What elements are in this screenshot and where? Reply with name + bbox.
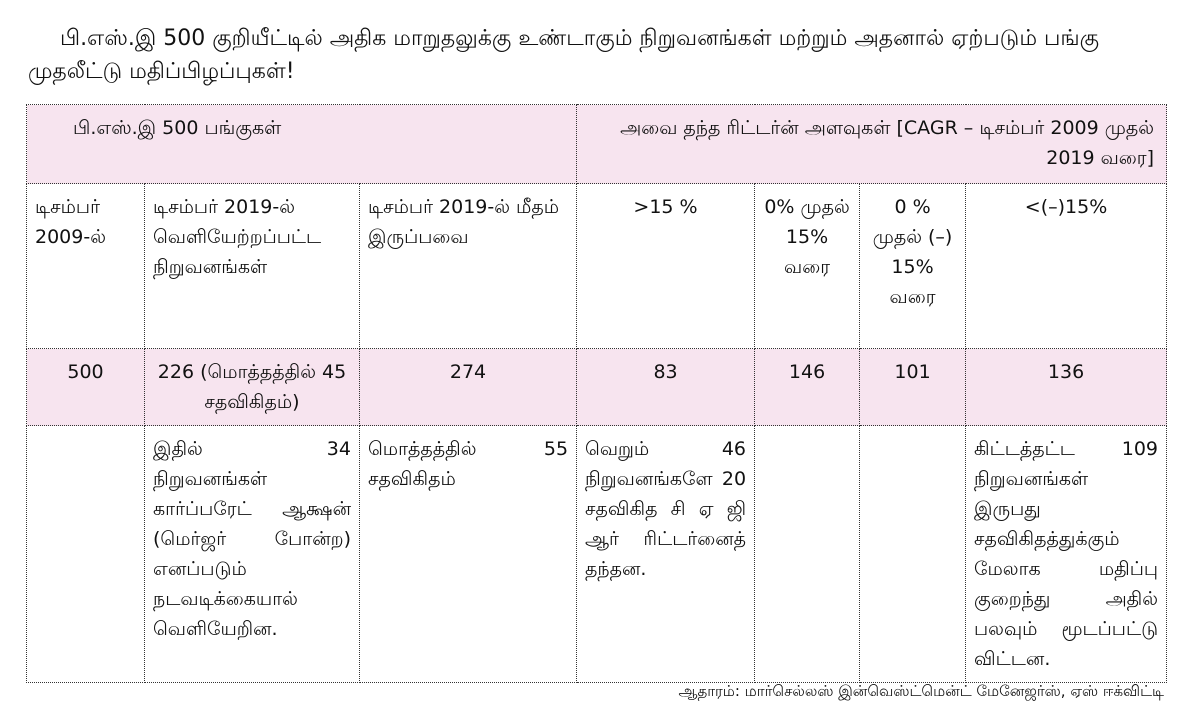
bse500-returns-table <box>26 104 1167 683</box>
col-0-to-15: 0% முதல் 15% வரை <box>755 184 860 349</box>
col-above-15: >15 % <box>577 184 755 349</box>
header-bse500-shares: பி.எஸ்.இ 500 பங்குகள் <box>27 105 577 184</box>
col-0-to-minus-15: 0 % முதல் (–) 15% வரை <box>860 184 966 349</box>
values-row <box>27 349 1167 426</box>
value-0-to-minus-15: 101 <box>860 349 966 426</box>
table-header-row <box>27 105 1167 184</box>
note-0-to-15 <box>755 426 860 683</box>
note-0-to-minus-15 <box>860 426 966 683</box>
source-note: ஆதாரம்: மார்செல்லஸ் இன்வெஸ்ட்மென்ட் மேனேஜர்ஸ், ஏஸ் ஈக்விட்டி <box>678 682 1164 700</box>
note-remaining: மொத்தத்தில் 55 சதவிகிதம் <box>360 426 577 683</box>
col-dec-2009: டிசம்பர் 2009-ல் <box>27 184 145 349</box>
value-remaining: 274 <box>360 349 577 426</box>
value-below-minus-15: 136 <box>966 349 1167 426</box>
note-above-15: வெறும் 46 நிறுவனங்களே 20 சதவிகித சி ஏ ஜி ஆர் ரிட்டர்னைத் தந்தன. <box>577 426 755 683</box>
value-above-15: 83 <box>577 349 755 426</box>
column-labels-row <box>27 184 1167 349</box>
value-exited: 226 (மொத்தத்தில் 45 சதவிகிதம்) <box>145 349 360 426</box>
col-below-minus-15: <(–)15% <box>966 184 1167 349</box>
page-title: பி.எஸ்.இ 500 குறியீட்டில் அதிக மாறுதலுக்கு உண்டாகும் நிறுவனங்கள் மற்றும் அதனால் ஏற்படும் பங்கு முதலீட்டு மதிப்பிழப்புகள்! <box>28 26 1100 84</box>
header-returns-cagr: அவை தந்த ரிட்டர்ன் அளவுகள் [CAGR – டிசம்பர் 2009 முதல் 2019 வரை] <box>577 105 1167 184</box>
col-exited-2019: டிசம்பர் 2019-ல் வெளியேற்றப்பட்ட நிறுவனங்கள் <box>145 184 360 349</box>
note-2009 <box>27 426 145 683</box>
note-exited: இதில் 34 நிறுவனங்கள் கார்ப்பரேட் ஆக்ஷன் (மெர்ஜர் போன்ற) எனப்படும் நடவடிக்கையால் வெளியேறின. <box>145 426 360 683</box>
value-2009: 500 <box>27 349 145 426</box>
note-below-minus-15: கிட்டத்தட்ட 109 நிறுவனங்கள் இருபது சதவிகிதத்துக்கும் மேலாக மதிப்பு குறைந்து அதில் பலவும் மூடப்பட்டு விட்டன. <box>966 426 1167 683</box>
value-0-to-15: 146 <box>755 349 860 426</box>
col-remaining-2019: டிசம்பர் 2019-ல் மீதம் இருப்பவை <box>360 184 577 349</box>
notes-row <box>27 426 1167 683</box>
